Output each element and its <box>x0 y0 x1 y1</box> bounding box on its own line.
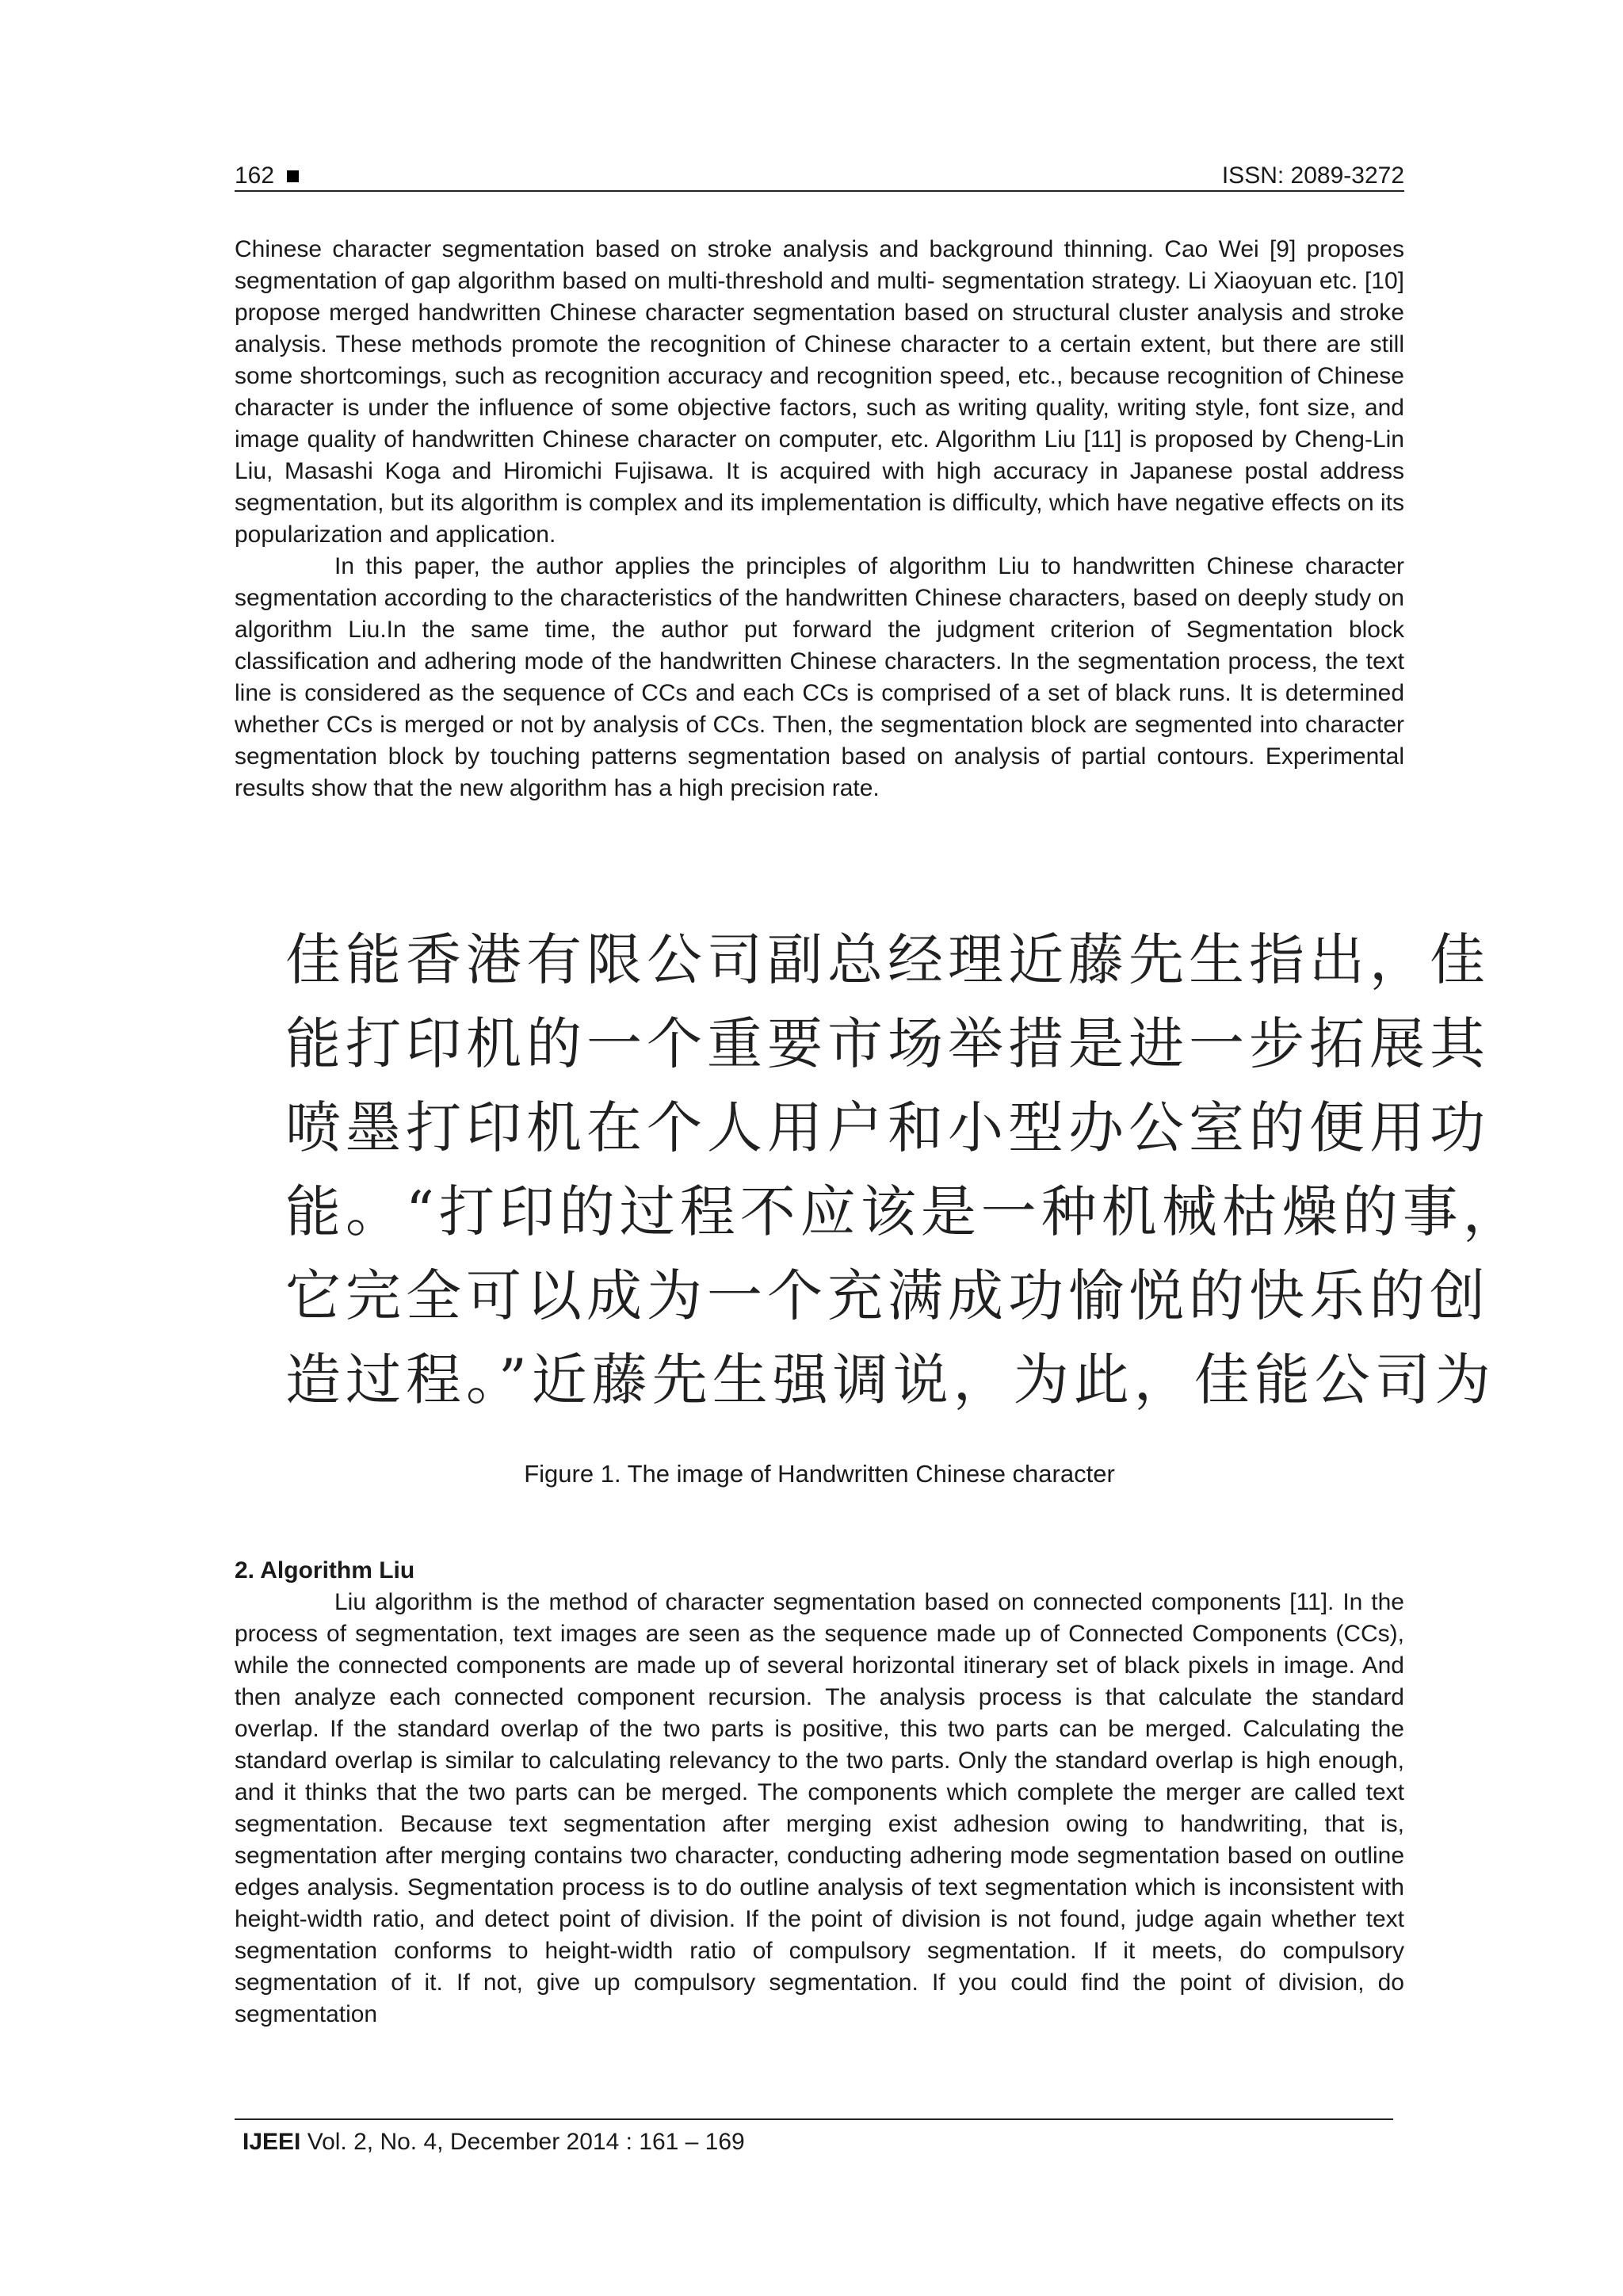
figure-caption: Figure 1. The image of Handwritten Chinese character <box>524 1460 1115 1488</box>
page-header <box>235 155 1404 190</box>
intro-text <box>235 234 1404 804</box>
handwriting-line: 造过程。”近藤先生强调说，为此，佳能公司为 <box>285 1347 1495 1412</box>
page-footer <box>242 2126 1352 2158</box>
black-square-icon <box>287 170 299 182</box>
handwriting-line: 喷墨打印机在个人用户和小型办公室的便用功 <box>285 1095 1490 1160</box>
handwriting-line: 能打印机的一个重要市场举措是进一步拓展其 <box>285 1011 1490 1076</box>
section-text <box>235 1587 1404 2030</box>
paragraph: Chinese character segmentation based on stroke analysis and background thinning. Cao Wei [9] proposes segmentation of gap algorithm based on multi-threshold and multi- segmentation strategy. Li Xiaoyuan etc. [10] propose merged handwritten Chinese character segmentation based on structural cluster analysis and stroke analysis. These methods promote the recognition of Chinese character to a certain extent, but there are still some shortcomings, such as recognition accuracy and recognition speed, etc., because recognition of Chinese character is under the influence of some objective factors, such as writing quality, writing style, font size, and image quality of handwritten Chinese character on computer, etc. Algorithm Liu [11] is proposed by Cheng-Lin Liu, Masashi Koga and Hiromichi Fujisawa. It is acquired with high accuracy in Japanese postal address segmentation, but its algorithm is complex and its implementation is difficulty, which have negative effects on its popularization and application. <box>235 236 1404 548</box>
handwriting-figure <box>285 918 1523 1425</box>
footer-rule <box>235 2118 1393 2120</box>
journal-name: IJEEI <box>242 2129 301 2155</box>
handwriting-line: 佳能香港有限公司副总经理近藤先生指出，佳 <box>285 927 1490 992</box>
section-heading: 2. Algorithm Liu <box>235 1557 415 1584</box>
citation: Vol. 2, No. 4, December 2014 : 161 – 169 <box>300 2129 745 2155</box>
page-number: 162 <box>235 162 275 189</box>
issn: ISSN: 2089-3272 <box>1221 162 1404 189</box>
header-rule <box>235 190 1404 192</box>
paragraph: Liu algorithm is the method of character segmentation based on connected components [11]. In the process of segmentation, text images are seen as the sequence made up of Connected Components (CCs), while the connected components are made up of several horizontal itinerary set of black pixels in image. And then analyze each connected component recursion. The analysis process is that calculate the standard overlap. If the standard overlap of the two parts is positive, this two parts can be merged. Calculating the standard overlap is similar to calculating relevancy to the two parts. Only the standard overlap is high enough, and it thinks that the two parts can be merged. The components which complete the merger are called text segmentation. Because text segmentation after merging exist adhesion owing to handwriting, that is, segmentation after merging contains two character, conducting adhering mode segmentation based on outline edges analysis. Segmentation process is to do outline analysis of text segmentation which is inconsistent with height-width ratio, and detect point of division. If the point of division is not found, judge again whether text segmentation conforms to height-width ratio of compulsory segmentation. If it meets, do compulsory segmentation of it. If not, give up compulsory segmentation. If you could find the point of division, do segmentation <box>235 1589 1404 2027</box>
handwriting-line: 它完全可以成为一个充满成功愉悦的快乐的创 <box>285 1263 1490 1328</box>
paragraph: In this paper, the author applies the principles of algorithm Liu to handwritten Chinese character segmentation according to the characteristics of the handwritten Chinese characters, based on deeply study on algorithm Liu.In the same time, the author put forward the judgment criterion of Segmentation block classification and adhering mode of the handwritten Chinese characters. In the segmentation process, the text line is considered as the sequence of CCs and each CCs is comprised of a set of black runs. It is determined whether CCs is merged or not by analysis of CCs. Then, the segmentation block are segmented into character segmentation block by touching patterns segmentation based on analysis of partial contours. Experimental results show that the new algorithm has a high precision rate. <box>235 553 1404 801</box>
handwriting-line: 能。“打印的过程不应该是一种机械枯燥的事， <box>285 1179 1523 1244</box>
header-left <box>235 162 299 190</box>
